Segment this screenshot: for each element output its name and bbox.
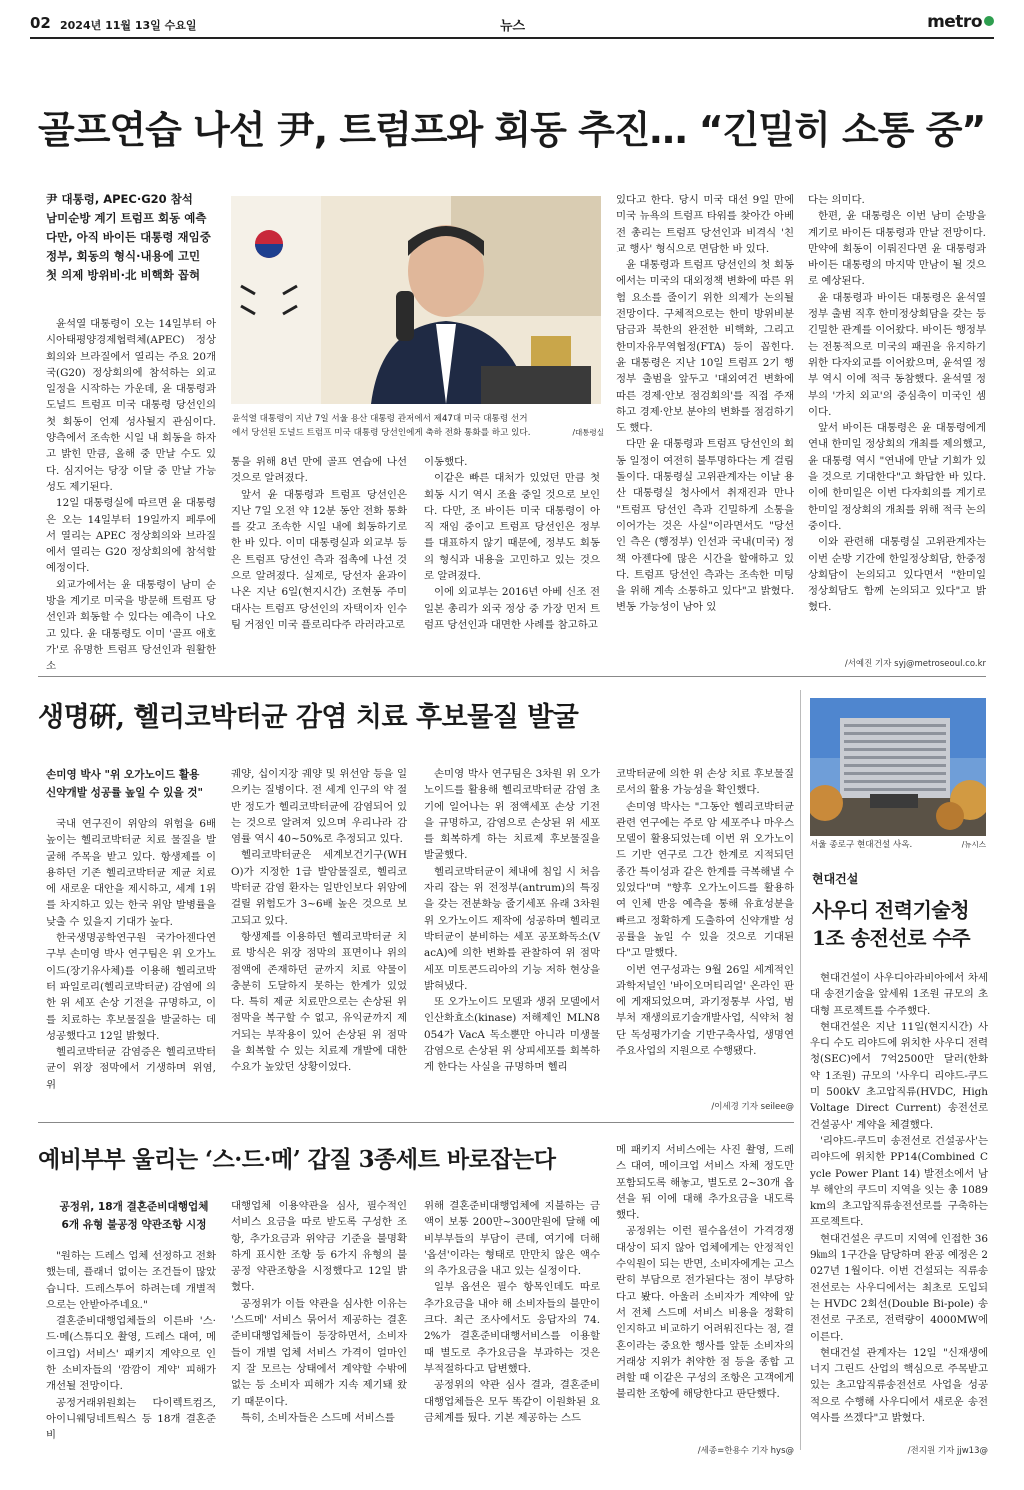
article3-column-4: 메 패키지 서비스에는 사진 촬영, 드레스 대여, 메이크업 서비스 자체 정도만 포함되도록 해놓고, 별도로 2~30개 옵션을 둬 이에 대해 추가요금을 내도록 했다. 공정위는 이런 필수옵션이 가격경쟁 대상이 되지 않아 업체에게는 안정적인 수익원이 되는 반면, 소비자에게는 고스란히 부담으로 전가된다는 점이 부당하다고 봤다. 아울러 소비자가 계약에 앞서 전체 스드메 서비스 비용을 정확히 인지하고 비교하기 어려워진다는 점, 결혼이라는 중요한 행사를 앞둔 소비자의 거래상 지위가 취약한 점 등을 종합 고려할 때 이같은 구성의 조항은 고객에게 불리한 조항에 해당한다고 판단했다. xyxy=(616,1144,794,1401)
article4-photo xyxy=(810,698,986,836)
subhead-line: 6개 유형 불공정 약관조항 시정 xyxy=(61,1219,207,1231)
page-header xyxy=(30,8,994,36)
article4-byline: /전지원 기자 jjw13@ xyxy=(907,1446,988,1456)
subhead-line: 신약개발 성공률 높일 수 있을 것" xyxy=(46,787,203,799)
article1-photo-credit: /대통령실 xyxy=(572,428,604,437)
article3-headline: 예비부부 울리는 ‘스·드·메’ 갑질 3종세트 바로잡는다 xyxy=(38,1146,556,1173)
subhead-line: 손미영 박사 "위 오가노이드 활용 xyxy=(46,769,200,781)
article1-column-2: 통을 위해 8년 만에 골프 연습에 나선 것으로 알려졌다. 앞서 윤 대통령과 트럼프 당선인은 지난 7일 오전 약 12분 동안 전화 통화를 갖고 조속한 시일 내에 회동하기로 한 바 있다. 이미 대통령실과 외교부 등은 트럼프 당선인 측과 접촉에 나선 것으로 알려졌다. 실제로, 당선자 윤과이 나온 지난 6일(현지시간) 조현동 주미대사는 트럼프 당선인의 자택이자 인수팀 거점인 미국 플로리다주 라러라고로 xyxy=(231,456,407,631)
president-phone-photo xyxy=(231,196,601,404)
article1-column-4: 있다고 한다. 당시 미국 대선 9일 만에 미국 뉴욕의 트럼프 타워를 찾아간 아베 전 총리는 트럼프 당선인과 비격식 '친교 행사' 형식으로 면담한 바 있다. 윤 대통령과 트럼프 당선인의 첫 회동에서는 미국의 대외정책 변화에 따른 위험 요소를 줄이기 위한 의제가 논의될 전망이다. 구체적으로는 한미 방위비분담금과 북한의 완전한 비핵화, 그리고 한미자유무역협정(FTA) 등이 꼽힌다. 윤 대통령은 지난 10일 트럼프 2기 행정부 출범을 앞두고 '대외여건 변화에 따른 경제·안보 점검회의'를 직접 주재하고 경제·안보 분야의 변화를 점검하기도 했다. 다만 윤 대통령과 트럼프 당선인의 회동 일정이 여전히 불투명하다는 게 걸림돌이다. 대통령실 고위관계자는 이날 용산 대통령실 청사에서 취재진과 만나 "트럼프 당선인 측과 긴밀하게 소통을 이어가는 것은 사실"이라면서도 "당선인 측은 (행정부) 인선과 국내(미국) 정책 아젠다에 많은 시간을 할애하고 있다. 트럼프 당선인 측과는 조속한 미팅을 위해 계속 소통하고 있다"고 밝혔다. 변동 가능성이 남아 있 xyxy=(616,194,794,614)
article1-subhead xyxy=(46,190,216,285)
article2-column-2: 궤양, 십이지장 궤양 및 위선암 등을 일으키는 질병이다. 전 세계 인구의 약 절반 정도가 헬리코박터균에 감염되어 있는 것으로 알려져 있으며 우리나라 감염률 역시 40~50%로 추정되고 있다. 헬리코박터균은 세계보건기구(WHO)가 지정한 1급 발암물질로, 헬리코박터균 감염 환자는 일반인보다 위암에 걸릴 위험도가 3~6배 높은 것으로 보고되고 있다. 항생제를 이용하던 헬리코박터균 치료 방식은 위장 점막의 표면이나 위의 점액에 존재하던 균까지 치료 약물이 충분히 도달하지 못하는 한계가 있었다. 특히 제균 치료만으로는 손상된 위 점막을 복구할 수 없고, 유익균까지 제거되는 부작용이 있어 손상된 위 점막을 회복할 수 있는 치료제 개발에 대한 수요가 높았던 상황이었다. xyxy=(231,768,407,1074)
issue-date: 2024년 11월 13일 수요일 xyxy=(60,19,197,32)
header-rule xyxy=(30,37,994,39)
section-divider xyxy=(38,676,986,677)
article4-headline xyxy=(812,896,988,952)
brand-leaf-icon xyxy=(984,16,994,26)
section-divider xyxy=(38,1122,794,1123)
subhead-line: 다만, 아직 바이든 대통령 재임중 xyxy=(46,230,211,244)
article2-byline: /이세경 기자 seilee@ xyxy=(711,1102,794,1112)
subhead-line: 정부, 회동의 형식·내용에 고민 xyxy=(46,249,201,263)
headline-line: 1조 송전선로 수주 xyxy=(812,926,971,950)
article1-byline: /서예진 기자 syj@metroseoul.co.kr xyxy=(844,659,986,669)
subhead-line: 남미순방 계기 트럼프 회동 예측 xyxy=(46,211,207,225)
subhead-line: 尹 대통령, APEC·G20 참석 xyxy=(46,192,193,206)
article2-column-4: 코박터균에 의한 위 손상 치료 후보물질로서의 활용 가능성을 확인했다. 손미영 박사는 "그동안 헬리코박터균 관련 연구에는 주로 암 세포주나 마우스 모델이 활용되었는데 이번 위 오가노이드 기반 연구로 그간 한계로 지적되던 종간 특이성과 같은 한계를 극복해낼 수 있었다"며 "향후 오가노이드를 활용하여 인체 반응 예측을 통해 유효성분을 빠르고 정확하게 도출하여 신약개발 성공률을 높일 수 있을 것으로 기대된다"고 말했다. 이번 연구성과는 9월 26일 세계적인 과학저널인 '바이오머티리얼' 온라인 판에 게재되었으며, 과기정통부 사업, 범부처 재생의료기술개발사업, 식약처 첨단 독성평가기술 기반구축사업, 생명연 주요사업의 지원으로 수행됐다. xyxy=(616,768,794,1058)
article2-subhead xyxy=(46,766,222,802)
headline-line: 사우디 전력기술청 xyxy=(812,898,970,922)
subhead-line: 첫 의제 방위비·北 비핵화 꼽혀 xyxy=(46,268,201,282)
section-name: 뉴스 xyxy=(500,19,526,34)
hyundai-building-photo xyxy=(810,698,986,836)
article1-column-1: 윤석열 대통령이 오는 14일부터 아시아태평양경제협력체(APEC) 정상회의와 브라질에서 열리는 주요 20개국(G20) 정상회의에 참석하는 외교 일정을 시작하는 가운데, 윤 대통령과 도널드 트럼프 미국 대통령 당선인의 첫 회동이 언제 성사될지 관심이다. 양측에서 조속한 시일 내 회동을 하자고 밝힌 만큼, 올해 중 만날 수도 있다. 심지어는 당장 이달 중 만날 가능성도 제기된다. 12일 대통령실에 따르면 윤 대통령은 오는 14일부터 19일까지 페루에서 열리는 APEC 정상회의와 브라질에서 열리는 G20 정상회의에 참석할 예정이다. 외교가에서는 윤 대통령이 남미 순방을 계기로 미국을 방문해 트럼프 당선인과 회동할 수 있다는 예측이 나오고 있다. 윤 대통령도 이미 '골프 애호가'로 유명한 트럼프 당선인과 원활한 소 xyxy=(46,318,216,673)
article1-photo-caption: 윤석열 대통령이 지난 7일 서울 용산 대통령 관저에서 제47대 미국 대통령 선거에서 당선된 도널드 트럼프 미국 대통령 당선인에게 축하 전화 통화를 하고 있다. xyxy=(232,414,531,438)
article1-column-5: 다는 의미다. 한편, 윤 대통령은 이번 남미 순방을 계기로 바이든 대통령과 만날 전망이다. 만약에 회동이 이뤄진다면 윤 대통령과 바이든 대통령의 마지막 만남이 될 것으로 예상된다. 윤 대통령과 바이든 대통령은 윤석열 정부 출범 직후 한미정상회담을 갖는 등 긴밀한 관계를 이어왔다. 바이든 행정부는 전통적으로 미국의 패권을 유지하기 위한 다자외교를 이어왔으며, 윤석열 정부 역시 이에 적극 동참했다. 윤석열 정부의 '가치 외교'의 중심축이 미국인 셈이다. 앞서 바이든 대통령은 윤 대통령에게 연내 한미일 정상회의 개최를 제의했고, 윤 대통령 역시 "연내에 만날 기회가 있을 것으로 기대한다"고 화답한 바 있다. 이에 한미일은 이번 다자회의를 계기로 한미일 정상회의 개최를 위해 적극 논의 중이다. 이와 관련해 대통령실 고위관계자는 이번 순방 기간에 한일정상회담, 한중정상회담이 논의되고 있다면서 "한미일 정상회담도 함께 논의되고 있다"고 밝혔다. xyxy=(808,194,986,614)
article2-column-3: 손미영 박사 연구팀은 3차원 위 오가노이드를 활용해 헬리코박터균 감염 초기에 일어나는 위 점액세포 손상 기전을 규명하고, 감염으로 손상된 위 세포를 회복하게 하는 치료제 후보물질을 발굴했다. 헬리코박터균이 체내에 침입 시 처음 자리 잡는 위 전정부(antrum)의 특징을 갖는 전분화능 줄기세포 유래 3차원 위 오가노이드 제작에 성공하며 헬리코박터균이 분비하는 세포 공포화독소(VacA)에 의한 변화를 관찰하여 위 점막 세포 미토콘드리아의 기능 저하 현상을 밝혀냈다. 또 오가노이드 모델과 생쥐 모델에서 인산화효소(kinase) 저해제인 MLN8054가 VacA 독소뿐만 아니라 미생물 감염으로 손상된 위 상피세포를 회복하게 한다는 사실을 규명하며 헬리 xyxy=(424,768,600,1074)
article1-photo xyxy=(231,196,601,404)
article3-subhead xyxy=(46,1198,222,1234)
article2-headline: 생명硏, 헬리코박터균 감염 치료 후보물질 발굴 xyxy=(38,702,579,733)
article1-column-3: 이동했다. 이같은 빠른 대처가 있었던 만큼 첫 회동 시기 역시 조율 중일 것으로 보인다. 다만, 조 바이든 미국 대통령이 아직 재임 중이고 트럼프 당선인은 정부를 대표하지 않기 때문에, 정부도 회동의 형식과 내용을 고민하고 있는 것으로 알려졌다. 이에 외교부는 2016년 아베 신조 전 일본 총리가 외국 정상 중 가장 먼저 트럼프 당선인과 대면한 사례를 참고하고 xyxy=(424,456,600,631)
subhead-line: 공정위, 18개 결혼준비대행업체 xyxy=(59,1201,209,1213)
article2-column-1: 국내 연구진이 위암의 위험을 6배 높이는 헬리코박터균 치료 물질을 발굴해 주목을 받고 있다. 항생제를 이용하던 기존 헬리코박터균 제균 치료에 새로운 대안을 제시하고, 세계 1위를 차지하고 있는 한국 위암 발병률을 낮출 수 있을지 기대가 높다. 한국생명공학연구원 국가아젠다연구부 손미영 박사 연구팀은 위 오가노이드(장기유사체)를 이용해 헬리코박터 파일로리(헬리코박터균) 감염에 의한 위 세포 손상 기전을 규명하고, 이를 치료하는 후보물질을 발굴하는 데 성공했다고 12일 밝혔다. 헬리코박터균 감염증은 헬리코박터균이 위장 점막에서 기생하며 위염, 위 xyxy=(46,818,216,1091)
article4-photo-credit: /뉴시스 xyxy=(961,840,986,849)
article4-kicker: 현대건설 xyxy=(812,872,859,886)
article4-photo-caption: 서울 종로구 현대건설 사옥. xyxy=(810,840,913,850)
article3-byline: /세종=한용수 기자 hys@ xyxy=(697,1446,794,1456)
page-number: 02 xyxy=(30,14,51,32)
column-separator xyxy=(800,690,801,1450)
article4-body: 현대건설이 사우디아라비아에서 차세대 송전기술을 앞세워 1조원 규모의 초대형 프로젝트를 수주했다. 현대건설은 지난 11일(현지시간) 사우디 수도 리야드에 위치한 사우디 전력청(SEC)에서 7억2500만 달러(한화 약 1조원) 규모의 '사우디 리야드-쿠드미 500kV 초고압직류(HVDC, High Voltage Direct Current) 송전선로 건설공사' 계약을 체결했다. '리야드-쿠드미 송전선로 건설공사'는 리야드에 위치한 PP14(Combined Cycle Power Plant 14) 발전소에서 남부 해안의 쿠드미 지역을 잇는 총 1089km의 초고압직류송전선로를 구축하는 프로젝트다. 현대건설은 쿠드미 지역에 인접한 369㎞의 1구간을 담당하며 완공 예정은 2027년 1월이다. 이번 건설되는 직류송전선로는 사우디에서는 최초로 도입되는 HVDC 2회선(Double Bi-pole) 송전선로 구조로, 전력량이 4000MW에 이른다. 현대건설 관계자는 12일 "신재생에너지 그린드 산업의 핵심으로 주목받고 있는 초고압직류송전선로 사업을 성공적으로 수행해 사우디에서 새로운 송전 역사를 쓰겠다"고 밝혔다. xyxy=(810,972,988,1425)
article3-column-3: 위해 결혼준비대행업체에 지불하는 금액이 보통 200만~300만원에 달해 예비부부들의 부담이 큰데, 여기에 더해 '옵션'이라는 형태로 만만치 않은 액수의 추가요금을 내고 있는 실정이다. 일부 옵션은 필수 항목인데도 따로 추가요금을 내야 해 소비자들의 불만이 크다. 최근 조사에서도 응답자의 74.2%가 결혼준비대행서비스를 이용할 때 별도로 추가요금을 부과하는 것은 부적절하다고 답변했다. 공정위의 약관 심사 결과, 결혼준비대행업체들은 모두 똑같이 이원화된 요금체계를 뒀다. 기본 제공하는 스드 xyxy=(424,1200,600,1424)
article1-headline: 골프연습 나선 尹, 트럼프와 회동 추진… “긴밀히 소통 중” xyxy=(38,108,986,152)
article3-column-2: 대행업체 이용약관을 심사, 필수적인 서비스 요금을 따로 받도록 구성한 조항, 추가요금과 위약금 기준을 불명확하게 표시한 조항 등 6가지 유형의 불공정 약관조항을 시정했다고 12일 밝혔다. 공정위가 이들 약관을 심사한 이유는 '스드메' 서비스 묶어서 제공하는 결혼준비대행업체들이 등장하면서, 소비자들이 개별 업체 서비스 가격이 얼마인지 잘 모르는 상태에서 계약할 수밖에 없는 등 소비자 피해가 지속 제기돼 왔기 때문이다. 특히, 소비자들은 스드메 서비스를 xyxy=(231,1200,407,1424)
article3-column-1: "원하는 드레스 업체 선정하고 전화했는데, 플래너 없이는 조건들이 많았습니다. 드레스투어 하려는데 개별적으로는 안받아주네요." 결혼준비대행업체들의 이른바 '스·드·메(스튜디오 촬영, 드레스 대여, 메이크업) 서비스' 패키지 계약으로 인한 소비자들의 '깜깜이 계약' 피해가 개선될 전망이다. 공정거래위원회는 다이렉트컴즈, 아이니웨딩네트웍스 등 18개 결혼준비 xyxy=(46,1250,216,1442)
brand-logo: metro xyxy=(927,12,982,32)
